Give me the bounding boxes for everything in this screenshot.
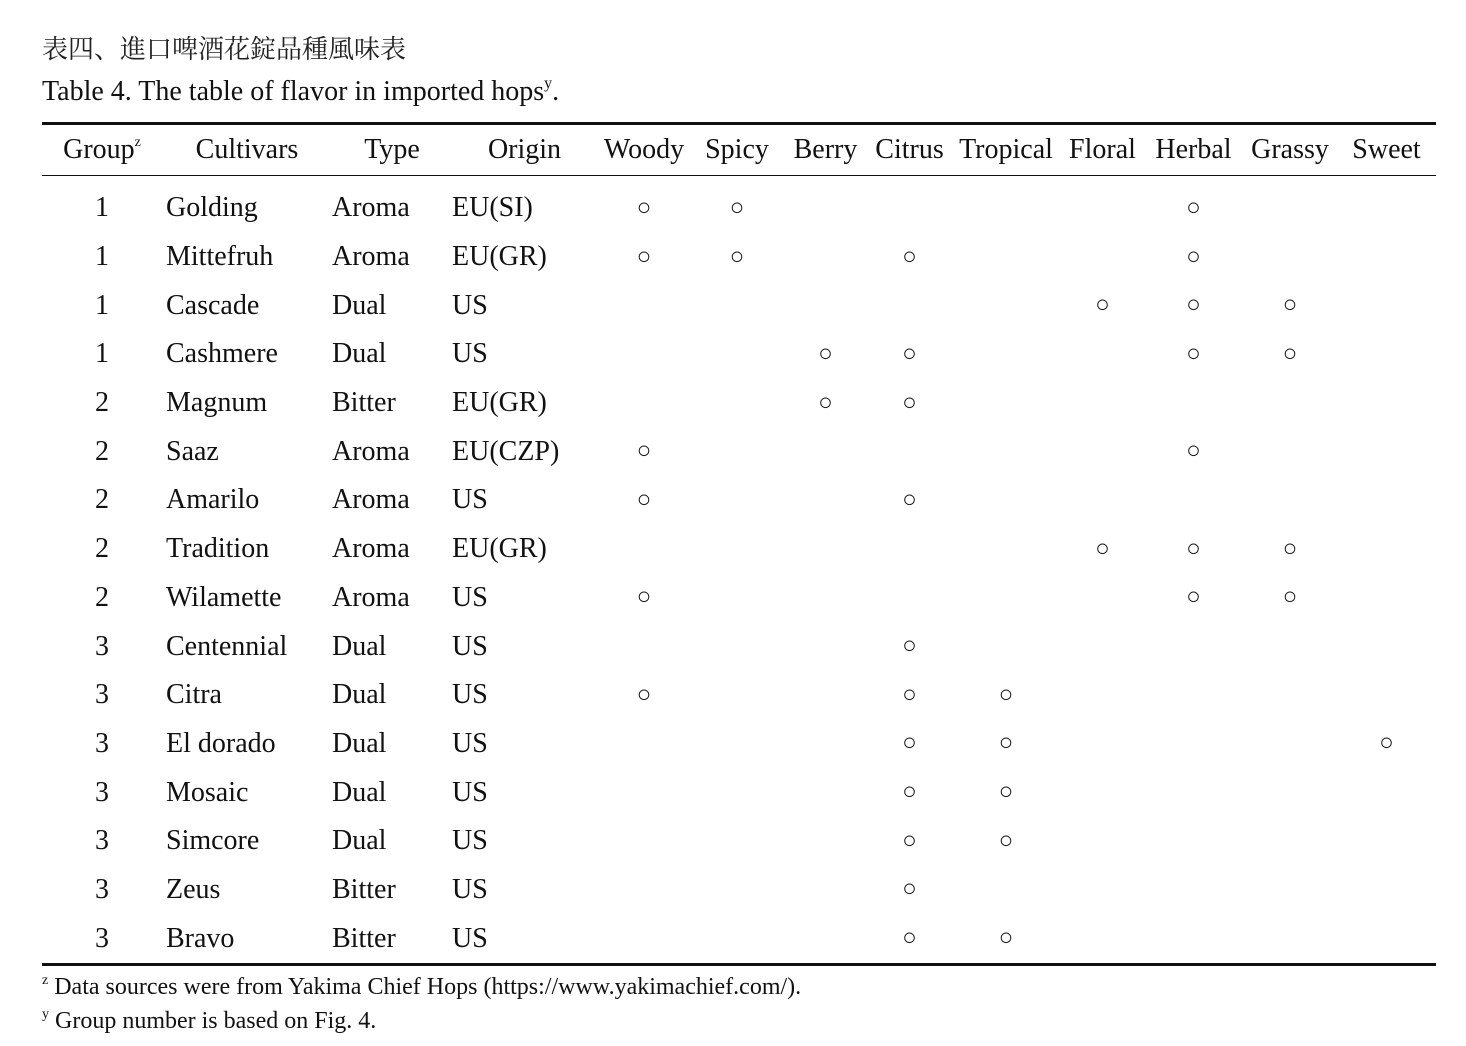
cell-flavor-tropical — [951, 866, 1061, 915]
flavor-mark: ○ — [636, 681, 652, 708]
cell-flavor-herbal — [1144, 622, 1243, 671]
table-row — [42, 330, 1436, 379]
table-title-period: . — [552, 76, 560, 107]
cell-group: 1 — [95, 338, 109, 370]
cell-group: 3 — [95, 873, 109, 905]
cell-type: Bitter — [332, 922, 396, 954]
flavor-mark: ○ — [1282, 292, 1298, 319]
cell-flavor-berry — [783, 671, 868, 720]
cell-flavor-herbal — [1144, 281, 1243, 330]
cell-flavor-spicy — [691, 525, 783, 574]
cell-flavor-citrus — [868, 476, 951, 525]
cell-flavor-woody — [597, 525, 691, 574]
header-flavor-sweet: Sweet — [1352, 134, 1421, 165]
cell-flavor-grassy — [1243, 914, 1337, 964]
table-row — [42, 720, 1436, 769]
cell-flavor-woody — [597, 176, 691, 233]
cell-origin: US — [452, 289, 488, 321]
cell-group: 2 — [95, 533, 109, 565]
header-group-footnote-mark: z — [134, 135, 141, 150]
cell-flavor-sweet — [1337, 622, 1436, 671]
cell-flavor-herbal — [1144, 866, 1243, 915]
table-row — [42, 574, 1436, 623]
cell-flavor-tropical — [951, 817, 1061, 866]
cell-flavor-grassy — [1243, 671, 1337, 720]
cell-flavor-grassy — [1243, 379, 1337, 428]
cell-flavor-floral — [1061, 622, 1144, 671]
cell-type: Aroma — [332, 192, 410, 224]
document — [42, 30, 1436, 1038]
flavor-mark: ○ — [902, 340, 917, 367]
cell-cultivar: Citra — [166, 679, 222, 711]
cell-flavor-tropical — [951, 914, 1061, 964]
cell-flavor-floral — [1061, 176, 1144, 233]
flavor-table — [42, 122, 1436, 966]
flavor-mark: ○ — [1186, 584, 1201, 611]
table-row — [42, 176, 1436, 233]
cell-flavor-floral — [1061, 866, 1144, 915]
cell-flavor-sweet — [1337, 574, 1436, 623]
cell-flavor-sweet — [1337, 176, 1436, 233]
cell-flavor-citrus — [868, 379, 951, 428]
flavor-mark: ○ — [818, 389, 833, 416]
flavor-mark: ○ — [902, 779, 917, 806]
table-row — [42, 427, 1436, 476]
cell-cultivar: Cascade — [166, 289, 260, 321]
flavor-mark: ○ — [998, 925, 1014, 952]
cell-flavor-grassy — [1243, 720, 1337, 769]
cell-origin: US — [452, 338, 488, 370]
cell-group: 2 — [95, 581, 109, 613]
cell-flavor-spicy — [691, 914, 783, 964]
cell-flavor-spicy — [691, 379, 783, 428]
cell-flavor-spicy — [691, 720, 783, 769]
cell-cultivar: Golding — [166, 192, 258, 224]
cell-flavor-sweet — [1337, 817, 1436, 866]
flavor-mark: ○ — [818, 340, 833, 367]
flavor-mark: ○ — [1186, 243, 1201, 270]
cell-flavor-grassy — [1243, 817, 1337, 866]
cell-flavor-spicy — [691, 671, 783, 720]
cell-flavor-berry — [783, 622, 868, 671]
flavor-mark: ○ — [998, 681, 1014, 708]
cell-flavor-grassy — [1243, 768, 1337, 817]
table-row — [42, 525, 1436, 574]
footnote-text: Data sources were from Yakima Chief Hops (https://www.yakimachief.com/). — [54, 974, 802, 1000]
footnote-text: Group number is based on Fig. 4. — [55, 1008, 377, 1034]
cell-origin: US — [452, 922, 488, 954]
header-flavor-berry: Berry — [793, 134, 858, 165]
cell-flavor-woody — [597, 427, 691, 476]
cell-type: Dual — [332, 679, 387, 711]
cell-flavor-citrus — [868, 233, 951, 282]
cell-flavor-spicy — [691, 622, 783, 671]
flavor-mark: ○ — [902, 730, 917, 757]
cell-flavor-grassy — [1243, 330, 1337, 379]
cell-type: Dual — [332, 338, 387, 370]
cell-flavor-tropical — [951, 176, 1061, 233]
cell-type: Aroma — [332, 533, 410, 565]
cell-flavor-herbal — [1144, 233, 1243, 282]
cell-flavor-floral — [1061, 914, 1144, 964]
cell-flavor-tropical — [951, 330, 1061, 379]
cell-flavor-floral — [1061, 476, 1144, 525]
cell-flavor-berry — [783, 720, 868, 769]
cell-flavor-tropical — [951, 476, 1061, 525]
cell-flavor-floral — [1061, 281, 1144, 330]
cell-flavor-citrus — [868, 720, 951, 769]
cell-type: Dual — [332, 289, 387, 321]
cell-flavor-grassy — [1243, 525, 1337, 574]
flavor-mark: ○ — [998, 730, 1014, 757]
cell-flavor-spicy — [691, 866, 783, 915]
flavor-mark: ○ — [1095, 292, 1110, 319]
cell-flavor-herbal — [1144, 176, 1243, 233]
flavor-mark: ○ — [636, 438, 652, 465]
cell-flavor-herbal — [1144, 768, 1243, 817]
cell-cultivar: Centennial — [166, 630, 288, 662]
flavor-mark: ○ — [1186, 194, 1201, 221]
cell-origin: US — [452, 581, 488, 613]
cell-flavor-spicy — [691, 476, 783, 525]
table-row — [42, 866, 1436, 915]
flavor-mark: ○ — [902, 243, 917, 270]
cell-flavor-tropical — [951, 768, 1061, 817]
cell-flavor-citrus — [868, 622, 951, 671]
table-row — [42, 281, 1436, 330]
cell-flavor-tropical — [951, 379, 1061, 428]
footnote — [42, 1004, 1436, 1038]
flavor-mark: ○ — [902, 925, 917, 952]
cell-flavor-sweet — [1337, 379, 1436, 428]
cell-flavor-tropical — [951, 281, 1061, 330]
cell-cultivar: Mittefruh — [166, 241, 274, 273]
cell-flavor-grassy — [1243, 574, 1337, 623]
cell-origin: US — [452, 679, 488, 711]
cell-flavor-sweet — [1337, 525, 1436, 574]
table-row — [42, 768, 1436, 817]
table-row — [42, 671, 1436, 720]
cell-flavor-spicy — [691, 817, 783, 866]
cell-type: Aroma — [332, 435, 410, 467]
cell-type: Aroma — [332, 484, 410, 516]
cell-flavor-sweet — [1337, 476, 1436, 525]
cell-flavor-grassy — [1243, 622, 1337, 671]
cell-cultivar: Zeus — [166, 873, 221, 905]
cell-flavor-woody — [597, 720, 691, 769]
cell-flavor-herbal — [1144, 330, 1243, 379]
cell-origin: EU(GR) — [452, 533, 547, 565]
cell-cultivar: Mosaic — [166, 776, 249, 808]
cell-group: 1 — [95, 289, 109, 321]
cell-flavor-floral — [1061, 330, 1144, 379]
table-row — [42, 914, 1436, 964]
cell-cultivar: Simcore — [166, 825, 260, 857]
cell-group: 3 — [95, 922, 109, 954]
cell-flavor-herbal — [1144, 379, 1243, 428]
header-type: Type — [364, 134, 420, 165]
cell-group: 1 — [95, 192, 109, 224]
cell-flavor-berry — [783, 281, 868, 330]
cell-flavor-woody — [597, 476, 691, 525]
cell-type: Dual — [332, 630, 387, 662]
cell-flavor-citrus — [868, 176, 951, 233]
cell-flavor-woody — [597, 379, 691, 428]
header-flavor-woody: Woody — [603, 134, 685, 165]
cell-flavor-floral — [1061, 525, 1144, 574]
cell-flavor-tropical — [951, 720, 1061, 769]
cell-flavor-berry — [783, 866, 868, 915]
cell-cultivar: Tradition — [166, 533, 270, 565]
flavor-mark: ○ — [636, 584, 652, 611]
cell-flavor-tropical — [951, 671, 1061, 720]
cell-origin: US — [452, 873, 488, 905]
table-row — [42, 379, 1436, 428]
cell-group: 2 — [95, 435, 109, 467]
flavor-mark: ○ — [1186, 292, 1201, 319]
cell-flavor-floral — [1061, 720, 1144, 769]
cell-flavor-herbal — [1144, 671, 1243, 720]
table-title-english-text: Table 4. The table of flavor in imported hops — [42, 76, 545, 107]
header-cultivars: Cultivars — [195, 134, 299, 165]
flavor-mark: ○ — [902, 633, 917, 660]
header-group-label: Group — [63, 134, 135, 165]
header-flavor-spicy: Spicy — [705, 134, 769, 165]
cell-flavor-tropical — [951, 574, 1061, 623]
flavor-mark: ○ — [998, 779, 1014, 806]
flavor-mark: ○ — [902, 681, 917, 708]
table-body — [42, 176, 1436, 965]
table-row — [42, 817, 1436, 866]
cell-flavor-spicy — [691, 233, 783, 282]
flavor-mark: ○ — [902, 389, 917, 416]
cell-flavor-herbal — [1144, 525, 1243, 574]
cell-flavor-sweet — [1337, 720, 1436, 769]
footnote-mark: y — [42, 1007, 49, 1022]
cell-flavor-berry — [783, 914, 868, 964]
flavor-mark: ○ — [636, 243, 652, 270]
cell-flavor-sweet — [1337, 768, 1436, 817]
cell-flavor-citrus — [868, 671, 951, 720]
cell-group: 3 — [95, 825, 109, 857]
cell-flavor-woody — [597, 671, 691, 720]
cell-flavor-spicy — [691, 281, 783, 330]
header-flavor-citrus: Citrus — [875, 134, 944, 165]
flavor-mark: ○ — [729, 243, 745, 270]
cell-cultivar: Cashmere — [166, 338, 278, 370]
flavor-mark: ○ — [1186, 535, 1201, 562]
header-flavor-tropical: Tropical — [959, 134, 1053, 165]
cell-flavor-floral — [1061, 574, 1144, 623]
cell-flavor-citrus — [868, 768, 951, 817]
cell-flavor-spicy — [691, 768, 783, 817]
cell-flavor-herbal — [1144, 574, 1243, 623]
cell-cultivar: Saaz — [166, 435, 219, 467]
cell-flavor-citrus — [868, 817, 951, 866]
flavor-mark: ○ — [636, 194, 652, 221]
cell-cultivar: Magnum — [166, 387, 268, 419]
cell-flavor-berry — [783, 233, 868, 282]
cell-flavor-grassy — [1243, 233, 1337, 282]
cell-flavor-citrus — [868, 427, 951, 476]
cell-flavor-grassy — [1243, 866, 1337, 915]
header-flavor-grassy: Grassy — [1251, 134, 1329, 165]
cell-flavor-spicy — [691, 176, 783, 233]
footnote — [42, 970, 1436, 1004]
cell-flavor-tropical — [951, 525, 1061, 574]
cell-flavor-floral — [1061, 379, 1144, 428]
table-row — [42, 622, 1436, 671]
cell-flavor-berry — [783, 176, 868, 233]
cell-flavor-herbal — [1144, 427, 1243, 476]
flavor-mark: ○ — [1186, 438, 1201, 465]
cell-flavor-sweet — [1337, 914, 1436, 964]
cell-flavor-floral — [1061, 233, 1144, 282]
cell-flavor-sweet — [1337, 866, 1436, 915]
cell-flavor-floral — [1061, 817, 1144, 866]
cell-flavor-citrus — [868, 525, 951, 574]
cell-flavor-herbal — [1144, 914, 1243, 964]
flavor-mark: ○ — [636, 486, 652, 513]
cell-flavor-woody — [597, 330, 691, 379]
cell-cultivar: Wilamette — [166, 581, 282, 613]
flavor-mark: ○ — [729, 194, 745, 221]
cell-flavor-berry — [783, 427, 868, 476]
cell-flavor-spicy — [691, 330, 783, 379]
flavor-mark: ○ — [998, 827, 1014, 854]
cell-flavor-berry — [783, 574, 868, 623]
flavor-mark: ○ — [1379, 730, 1394, 757]
cell-flavor-berry — [783, 330, 868, 379]
cell-flavor-sweet — [1337, 427, 1436, 476]
cell-origin: EU(SI) — [452, 192, 533, 224]
table-title-chinese: 表四、進口啤酒花錠品種風味表 — [42, 35, 407, 65]
cell-flavor-floral — [1061, 427, 1144, 476]
cell-type: Bitter — [332, 873, 396, 905]
cell-flavor-woody — [597, 233, 691, 282]
cell-flavor-grassy — [1243, 476, 1337, 525]
footnotes — [42, 970, 1436, 1038]
cell-flavor-spicy — [691, 427, 783, 476]
cell-flavor-tropical — [951, 427, 1061, 476]
cell-flavor-citrus — [868, 281, 951, 330]
cell-flavor-herbal — [1144, 720, 1243, 769]
cell-origin: EU(GR) — [452, 387, 547, 419]
table-row — [42, 233, 1436, 282]
cell-flavor-citrus — [868, 574, 951, 623]
cell-flavor-floral — [1061, 768, 1144, 817]
cell-group: 1 — [95, 241, 109, 273]
cell-flavor-berry — [783, 476, 868, 525]
cell-flavor-tropical — [951, 233, 1061, 282]
flavor-mark: ○ — [1186, 340, 1201, 367]
cell-flavor-grassy — [1243, 427, 1337, 476]
table-title-footnote-mark: y — [544, 75, 553, 92]
cell-group: 2 — [95, 484, 109, 516]
cell-type: Bitter — [332, 387, 396, 419]
cell-flavor-woody — [597, 817, 691, 866]
header-flavor-floral: Floral — [1069, 134, 1136, 165]
header-group — [42, 124, 162, 176]
cell-flavor-sweet — [1337, 233, 1436, 282]
table-row — [42, 476, 1436, 525]
header-origin: Origin — [487, 134, 562, 165]
cell-origin: EU(CZP) — [452, 435, 560, 467]
cell-type: Dual — [332, 727, 387, 759]
flavor-mark: ○ — [1282, 340, 1298, 367]
cell-type: Aroma — [332, 241, 410, 273]
cell-group: 2 — [95, 387, 109, 419]
cell-flavor-berry — [783, 379, 868, 428]
cell-flavor-sweet — [1337, 671, 1436, 720]
cell-group: 3 — [95, 630, 109, 662]
cell-flavor-woody — [597, 866, 691, 915]
cell-cultivar: El dorado — [166, 727, 276, 759]
cell-group: 3 — [95, 776, 109, 808]
table-header-row — [42, 124, 1436, 176]
cell-type: Dual — [332, 825, 387, 857]
flavor-mark: ○ — [902, 486, 917, 513]
cell-group: 3 — [95, 679, 109, 711]
flavor-mark: ○ — [902, 827, 917, 854]
cell-cultivar: Bravo — [166, 922, 235, 954]
cell-origin: US — [452, 776, 488, 808]
cell-flavor-berry — [783, 768, 868, 817]
cell-flavor-grassy — [1243, 281, 1337, 330]
table-title-english — [42, 72, 1436, 122]
flavor-mark: ○ — [1282, 535, 1298, 562]
cell-flavor-citrus — [868, 330, 951, 379]
cell-origin: US — [452, 630, 488, 662]
cell-group: 3 — [95, 727, 109, 759]
cell-flavor-spicy — [691, 574, 783, 623]
flavor-mark: ○ — [1282, 584, 1298, 611]
cell-origin: US — [452, 727, 488, 759]
cell-flavor-herbal — [1144, 476, 1243, 525]
cell-type: Dual — [332, 776, 387, 808]
header-flavor-herbal: Herbal — [1155, 134, 1232, 165]
cell-cultivar: Amarilo — [166, 484, 260, 516]
cell-flavor-herbal — [1144, 817, 1243, 866]
cell-origin: US — [452, 825, 488, 857]
flavor-mark: ○ — [902, 876, 917, 903]
cell-flavor-tropical — [951, 622, 1061, 671]
cell-flavor-sweet — [1337, 281, 1436, 330]
cell-flavor-sweet — [1337, 330, 1436, 379]
cell-origin: US — [452, 484, 488, 516]
cell-flavor-berry — [783, 525, 868, 574]
flavor-mark: ○ — [1095, 535, 1110, 562]
cell-flavor-woody — [597, 574, 691, 623]
cell-flavor-berry — [783, 817, 868, 866]
cell-flavor-woody — [597, 768, 691, 817]
cell-flavor-citrus — [868, 866, 951, 915]
cell-flavor-citrus — [868, 914, 951, 964]
cell-flavor-woody — [597, 281, 691, 330]
cell-flavor-woody — [597, 622, 691, 671]
footnote-mark: z — [42, 973, 49, 988]
cell-flavor-floral — [1061, 671, 1144, 720]
cell-origin: EU(GR) — [452, 241, 547, 273]
cell-flavor-grassy — [1243, 176, 1337, 233]
cell-type: Aroma — [332, 581, 410, 613]
cell-flavor-woody — [597, 914, 691, 964]
